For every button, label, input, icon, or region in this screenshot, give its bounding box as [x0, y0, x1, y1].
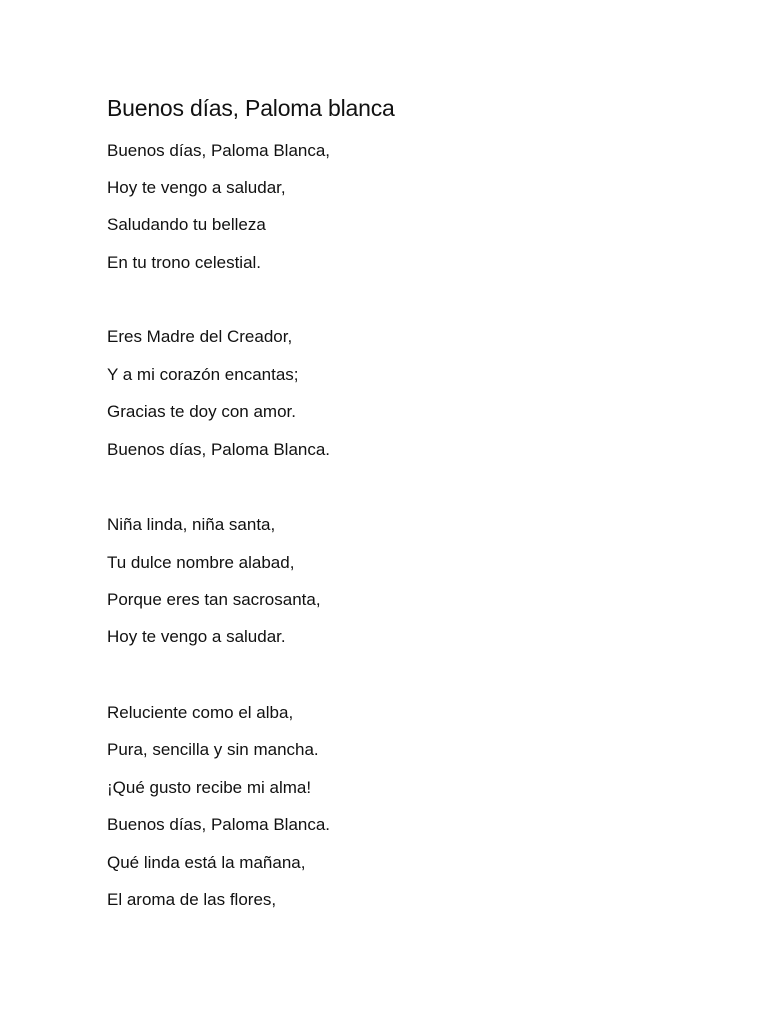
- poem-line: ¡Qué gusto recibe mi alma!: [107, 778, 312, 797]
- poem-line: Reluciente como el alba,: [107, 703, 294, 722]
- poem-line: Buenos días, Paloma Blanca.: [107, 815, 331, 834]
- poem-line: Hoy te vengo a saludar,: [107, 178, 286, 197]
- poem-line: En tu trono celestial.: [107, 253, 262, 272]
- poem-line: Buenos días, Paloma Blanca.: [107, 440, 331, 459]
- poem-line: Porque eres tan sacrosanta,: [107, 590, 321, 609]
- poem-line: Y a mi corazón encantas;: [107, 365, 299, 384]
- poem-line: Tu dulce nombre alabad,: [107, 553, 295, 572]
- poem-line: Qué linda está la mañana,: [107, 853, 306, 872]
- document-title: Buenos días, Paloma blanca: [107, 95, 395, 121]
- poem-line: El aroma de las flores,: [107, 890, 277, 909]
- poem-line: Saludando tu belleza: [107, 215, 266, 234]
- poem-line: Niña linda, niña santa,: [107, 515, 276, 534]
- poem-line: Gracias te doy con amor.: [107, 402, 296, 421]
- poem-line: Eres Madre del Creador,: [107, 327, 293, 346]
- poem-line: Hoy te vengo a saludar.: [107, 627, 286, 646]
- poem-line: Buenos días, Paloma Blanca,: [107, 141, 331, 160]
- poem-line: Pura, sencilla y sin mancha.: [107, 740, 319, 759]
